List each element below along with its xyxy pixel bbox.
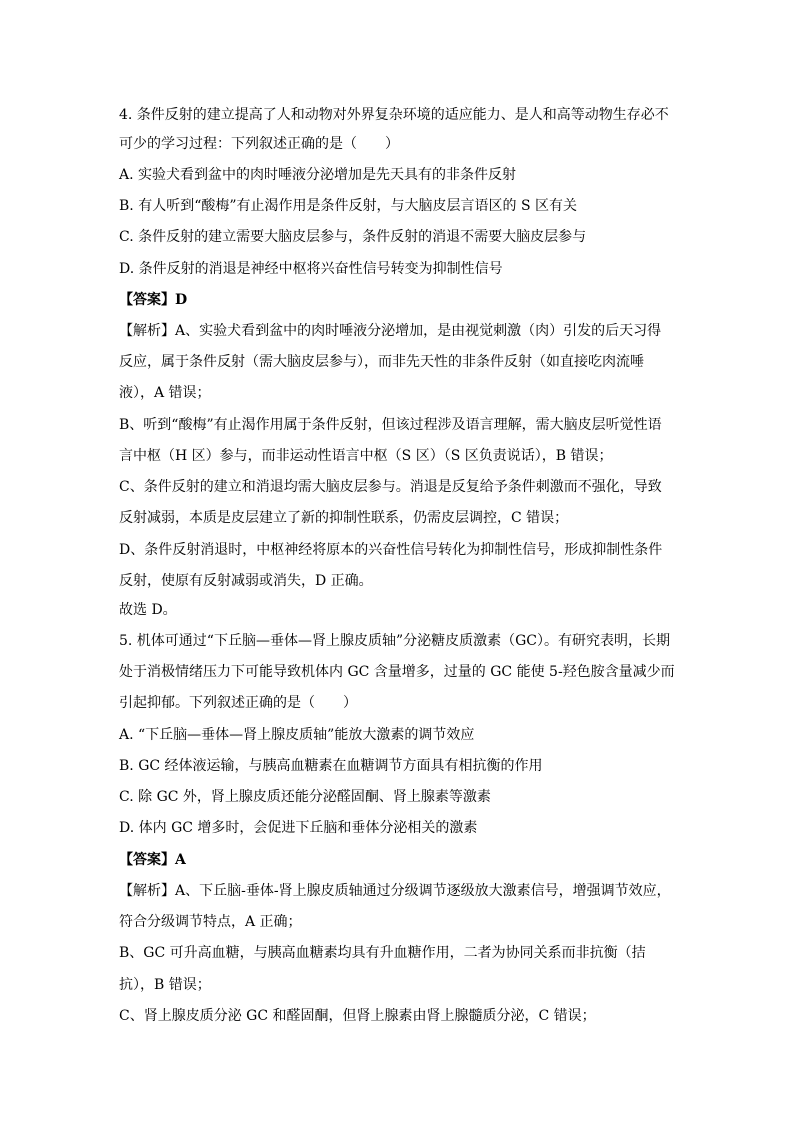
question-4-stem-line-1: 4. 条件反射的建立提高了人和动物对外界复杂环境的适应能力、是人和高等动物生存必不 <box>119 107 669 123</box>
question-4-option-c: C. 条件反射的建立需要大脑皮层参与，条件反射的消退不需要大脑皮层参与 <box>119 229 587 245</box>
question-4-stem-line-2: 可少的学习过程：下列叙述正确的是（ ） <box>119 136 399 152</box>
question-5-option-b: B. GC 经体液运输，与胰高血糖素在血糖调节方面具有相抗衡的作用 <box>119 758 543 774</box>
question-4-analysis-line-9: 反射，使原有反射减弱或消失，D 正确。 <box>119 573 373 589</box>
question-4-analysis-line-3: 液），A 错误； <box>119 385 211 401</box>
question-5-option-d: D. 体内 GC 增多时，会促进下丘脑和垂体分泌相关的激素 <box>119 820 478 836</box>
question-4-analysis-line-7: 反射减弱，本质是皮层建立了新的抑制性联系，仍需皮层调控，C 错误； <box>119 510 569 526</box>
question-4-analysis-line-6: C、条件反射的建立和消退均需大脑皮层参与。消退是反复给予条件刺激而不强化，导致 <box>119 479 662 495</box>
question-4-conclusion: 故选 D。 <box>119 602 177 618</box>
question-4-option-b: B. 有人听到“酸梅”有止渴作用是条件反射，与大脑皮层言语区的 S 区有关 <box>119 198 577 214</box>
question-5-stem-line-3: 引起抑郁。下列叙述正确的是（ ） <box>119 695 357 711</box>
question-4-analysis-line-1: 【解析】A、实验犬看到盆中的肉时唾液分泌增加，是由视觉刺激（肉）引发的后天习得 <box>119 323 662 339</box>
question-5-answer: 【答案】A <box>119 852 186 868</box>
question-5-stem-line-1: 5. 机体可通过“下丘脑—垂体—肾上腺皮质轴”分泌糖皮质激素（GC）。有研究表明，长期 <box>119 633 671 649</box>
question-4-option-d: D. 条件反射的消退是神经中枢将兴奋性信号转变为抑制性信号 <box>119 261 503 277</box>
question-5-stem-line-2: 处于消极情绪压力下可能导致机体内 GC 含量增多，过量的 GC 能使 5-羟色胺含量减少而 <box>119 664 675 680</box>
question-5-analysis-line-2: 符合分级调节特点，A 正确； <box>119 914 302 930</box>
question-4-option-a: A. 实验犬看到盆中的肉时唾液分泌增加是先天具有的非条件反射 <box>119 167 517 183</box>
question-4-analysis-line-5: 言中枢（H 区）参与，而非运动性语言中枢（S 区）（S 区负责说话），B 错误； <box>119 448 613 464</box>
question-4-analysis-line-4: B、听到“酸梅”有止渴作用属于条件反射，但该过程涉及语言理解，需大脑皮层听觉性语 <box>119 417 662 433</box>
question-5-analysis-line-5: C、肾上腺皮质分泌 GC 和醛固酮，但肾上腺素由肾上腺髓质分泌，C 错误； <box>119 1008 596 1024</box>
question-5-option-c: C. 除 GC 外，肾上腺皮质还能分泌醛固酮、肾上腺素等激素 <box>119 789 491 805</box>
question-5-analysis-line-1: 【解析】A、下丘脑-垂体-肾上腺皮质轴通过分级调节逐级放大激素信号，增强调节效应， <box>119 883 671 899</box>
question-4-analysis-line-2: 反应，属于条件反射（需大脑皮层参与），而非先天性的非条件反射（如直接吃肉流唾 <box>119 354 644 370</box>
question-4-answer: 【答案】D <box>119 292 188 308</box>
question-5-option-a: A. “下丘脑—垂体—肾上腺皮质轴”能放大激素的调节效应 <box>119 727 475 743</box>
question-4-analysis-line-8: D、条件反射消退时，中枢神经将原本的兴奋性信号转化为抑制性信号，形成抑制性条件 <box>119 542 663 558</box>
question-5-analysis-line-3: B、GC 可升高血糖，与胰高血糖素均具有升血糖作用，二者为协同关系而非抗衡（拮 <box>119 945 646 961</box>
question-5-analysis-line-4: 抗），B 错误； <box>119 977 211 993</box>
